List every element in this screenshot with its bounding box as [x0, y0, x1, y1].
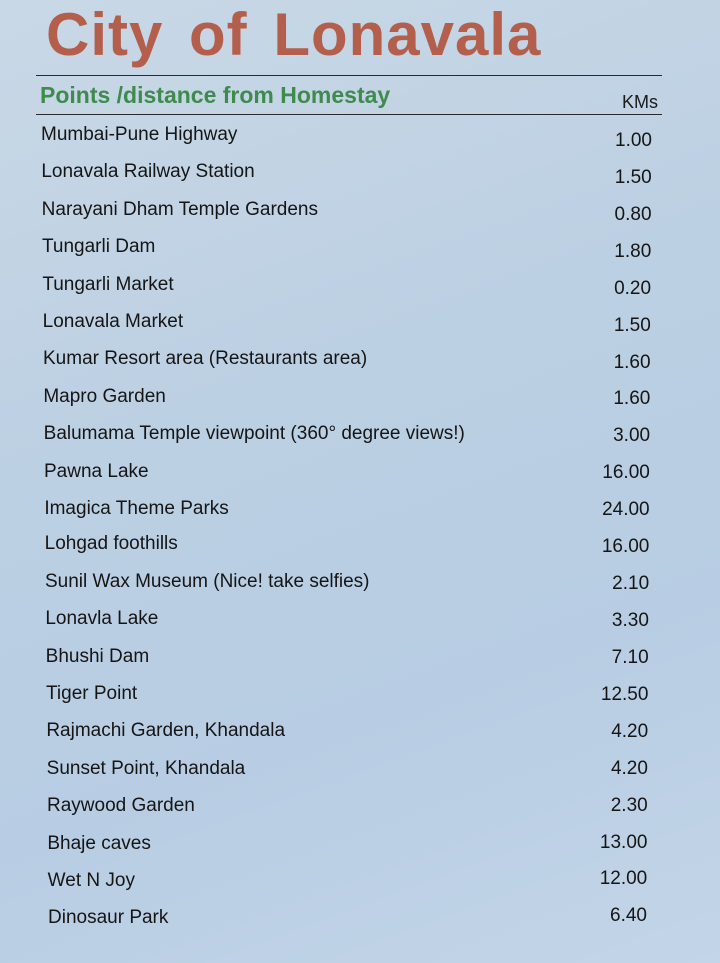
place-name: Sunset Point, Khandala: [46, 757, 246, 779]
table-row: [0, 570, 720, 603]
distance-value: 1.50: [613, 314, 651, 336]
distance-value: 4.20: [610, 757, 648, 779]
table-row: [0, 498, 720, 528]
table-row: [0, 722, 720, 752]
distance-value: 3.00: [613, 425, 651, 447]
place-name: Sunil Wax Museum (Nice! take selfies): [45, 570, 370, 592]
table-header: [40, 82, 662, 114]
place-name: Imagica Theme Parks: [44, 498, 229, 519]
place-name: Mumbai-Pune Highway: [41, 124, 238, 145]
distance-value: 16.00: [601, 536, 650, 558]
place-name: Wet N Joy: [47, 870, 135, 891]
distance-value: 12.50: [600, 683, 649, 705]
distance-value: 2.10: [612, 573, 650, 595]
distance-value: 24.00: [602, 499, 650, 521]
table-row: [0, 161, 720, 191]
distance-value: 1.50: [614, 166, 652, 188]
place-name: Raywood Garden: [47, 795, 195, 817]
place-name: Tungarli Market: [42, 273, 174, 295]
table-row: [0, 685, 720, 715]
page-title: City of Lonavala: [46, 1, 542, 68]
place-name: Balumama Temple viewpoint (360° degree views!): [43, 423, 465, 445]
place-name: Kumar Resort area (Restaurants area): [43, 348, 368, 370]
place-name: Pawna Lake: [44, 460, 149, 482]
place-name: Tiger Point: [46, 683, 138, 704]
distance-unit-header: KMs: [622, 92, 658, 112]
table-row: [0, 274, 720, 304]
place-name: Lonavala Market: [42, 311, 184, 332]
distance-value: 4.20: [611, 720, 649, 742]
distance-value: 1.60: [613, 351, 651, 373]
table-row: [0, 199, 720, 229]
place-name: Bhaje caves: [47, 832, 151, 854]
place-name: Rajmachi Garden, Khandala: [46, 720, 286, 742]
distance-value: 7.10: [611, 646, 649, 668]
place-name: Lohgad foothills: [44, 533, 178, 555]
distance-value: 12.00: [599, 868, 648, 890]
distance-value: 13.00: [599, 831, 648, 853]
table-row: [0, 124, 720, 154]
distance-value: 0.80: [614, 203, 652, 225]
distance-value: 1.60: [613, 388, 651, 410]
table-row: [0, 868, 720, 902]
distance-value: 1.80: [614, 240, 652, 262]
table-row: [0, 905, 720, 939]
distance-value: 6.40: [610, 905, 647, 927]
table-row: [0, 236, 720, 266]
table-row: [0, 423, 720, 453]
distance-value: 3.30: [611, 610, 649, 631]
table-row: [0, 645, 720, 678]
place-name: Lonavala Railway Station: [41, 161, 255, 183]
header-bottom-rule: [36, 114, 662, 115]
distance-value: 1.00: [615, 130, 652, 151]
table-subtitle: Points /distance from Homestay: [40, 82, 391, 108]
distance-value: 0.20: [614, 277, 652, 299]
place-name: Tungarli Dam: [42, 236, 156, 258]
table-row: [0, 831, 720, 865]
table-row: [0, 348, 720, 378]
table-row: [0, 610, 720, 640]
header-top-rule: [36, 75, 662, 76]
table-row: [0, 461, 720, 491]
place-name: Lonavla Lake: [45, 608, 159, 630]
distance-value: 16.00: [602, 462, 650, 484]
distance-value: 2.30: [610, 794, 648, 816]
place-name: Narayani Dham Temple Gardens: [41, 198, 318, 220]
table-row: [0, 757, 720, 790]
place-name: Mapro Garden: [43, 385, 166, 407]
table-row: [0, 311, 720, 341]
table-row: [0, 794, 720, 827]
place-name: Bhushi Dam: [45, 645, 150, 667]
place-name: Dinosaur Park: [48, 907, 169, 929]
table-row: [0, 535, 720, 565]
table-row: [0, 386, 720, 416]
